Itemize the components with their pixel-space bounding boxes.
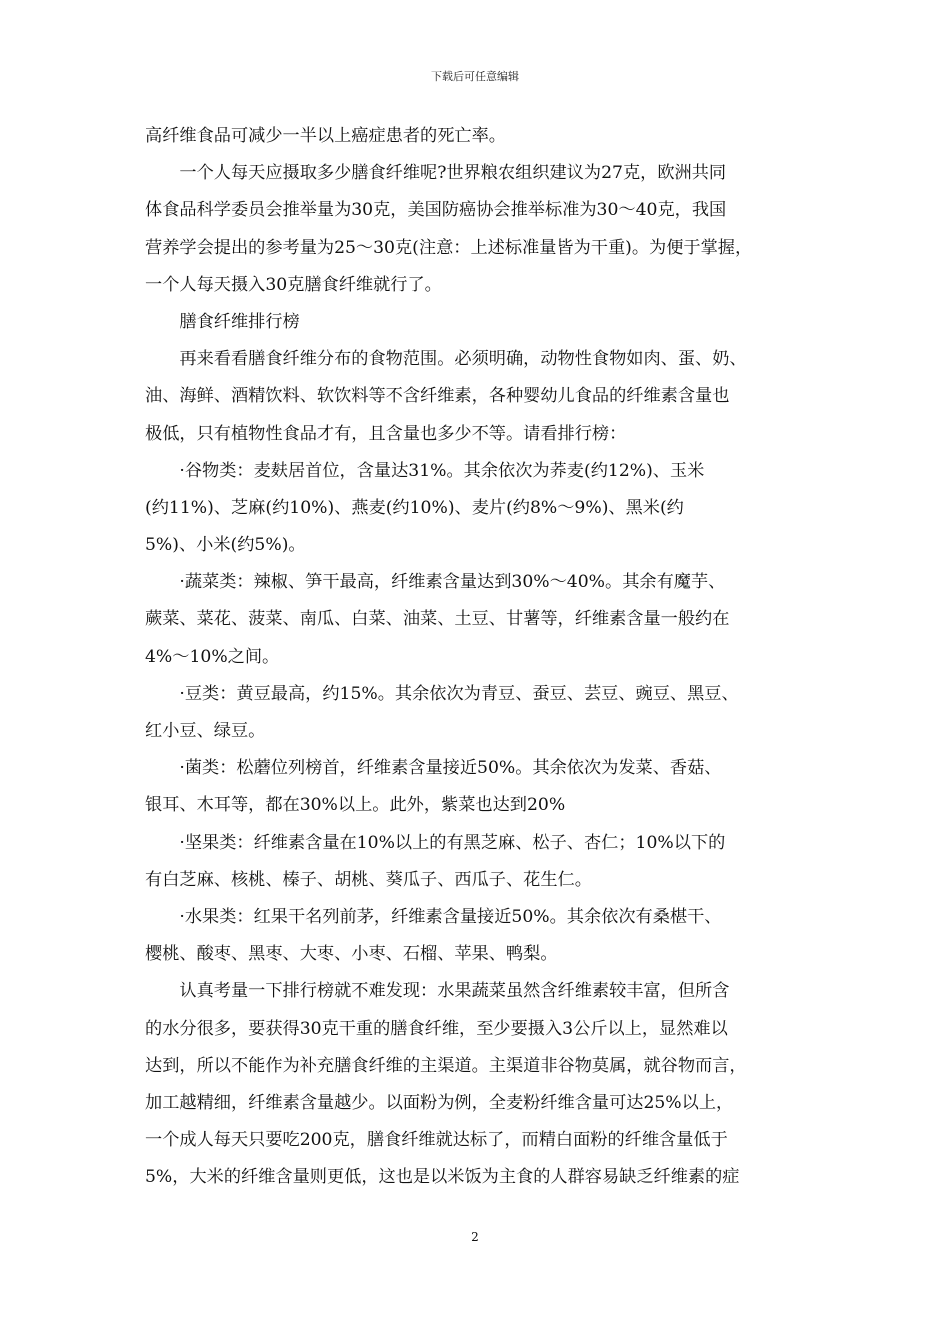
text-line: 一个人每天应摄取多少膳食纤维呢?世界粮农组织建议为27克，欧洲共同 [179,163,727,184]
page-number: 2 [471,1230,479,1244]
text-line: ·蔬菜类：辣椒、笋干最高，纤维素含量达到30%～40%。其余有魔芋、 [179,572,726,593]
text-line: ·水果类：红果干名列前茅，纤维素含量接近50%。其余依次有桑椹干、 [179,906,722,927]
text-line: 的水分很多，要获得30克干重的膳食纤维，至少要摄入3公斤以上，显然难以 [145,1018,728,1039]
text-line: 膳食纤维排行榜 [179,311,300,332]
text-line: 达到，所以不能作为补充膳食纤维的主渠道。主渠道非谷物莫属，就谷物而言， [145,1055,747,1076]
text-line: 极低，只有植物性食品才有，且含量也多少不等。请看排行榜： [145,423,627,444]
text-line: 营养学会提出的参考量为25～30克(注意：上述标准量皆为干重)。为便于掌握， [145,237,753,258]
text-line: 一个人每天摄入30克膳食纤维就行了。 [145,274,442,295]
text-line: 红小豆、绿豆。 [145,721,266,741]
text-line: 有白芝麻、核桃、榛子、胡桃、葵瓜子、西瓜子、花生仁。 [145,869,592,890]
text-line: ·坚果类：纤维素含量在10%以上的有黑芝麻、松子、杏仁；10%以下的 [179,832,726,853]
text-line: 体食品科学委员会推举量为30克，美国防癌协会推举标准为30～40克，我国 [145,200,727,221]
text-line: 蕨菜、菜花、菠菜、南瓜、白菜、油菜、土豆、甘薯等，纤维素含量一般约在 [145,609,730,630]
text-line: ·谷物类：麦麸居首位，含量达31%。其余依次为荞麦(约12%)、玉米 [179,460,705,481]
text-line: ·菌类：松蘑位列榜首，纤维素含量接近50%。其余依次为发菜、香菇、 [179,758,722,779]
text-line: 再来看看膳食纤维分布的食物范围。必须明确，动物性食物如肉、蛋、奶、 [179,349,747,370]
document-body [145,118,825,1196]
text-line: (约11%)、芝麻(约10%)、燕麦(约10%)、麦片(约8%～9%)、黑米(约 [145,497,684,518]
text-line: 樱桃、酸枣、黑枣、大枣、小枣、石榴、苹果、鸭梨。 [145,944,558,965]
text-line: 4%～10%之间。 [145,646,280,667]
text-line: 银耳、木耳等，都在30%以上。此外，紫菜也达到20% [145,795,566,816]
text-line: 5%，大米的纤维含量则更低，这也是以米饭为主食的人群容易缺乏纤维素的症 [145,1167,740,1188]
text-line: 加工越精细，纤维素含量越少。以面粉为例，全麦粉纤维含量可达25%以上， [145,1092,734,1113]
text-line: 一个成人每天只要吃200克，膳食纤维就达标了，而精白面粉的纤维含量低于 [145,1130,728,1151]
page-header: 下载后可任意编辑 [431,70,519,83]
text-line: 油、海鲜、酒精饮料、软饮料等不含纤维素，各种婴幼儿食品的纤维素含量也 [145,386,730,407]
text-line: 认真考量一下排行榜就不难发现：水果蔬菜虽然含纤维素较丰富，但所含 [179,981,730,1002]
text-line: ·豆类：黄豆最高，约15%。其余依次为青豆、蚕豆、芸豆、豌豆、黑豆、 [179,683,739,704]
text-line: 5%)、小米(约5%)。 [145,535,306,556]
text-line: 高纤维食品可减少一半以上癌症患者的死亡率。 [145,126,506,146]
